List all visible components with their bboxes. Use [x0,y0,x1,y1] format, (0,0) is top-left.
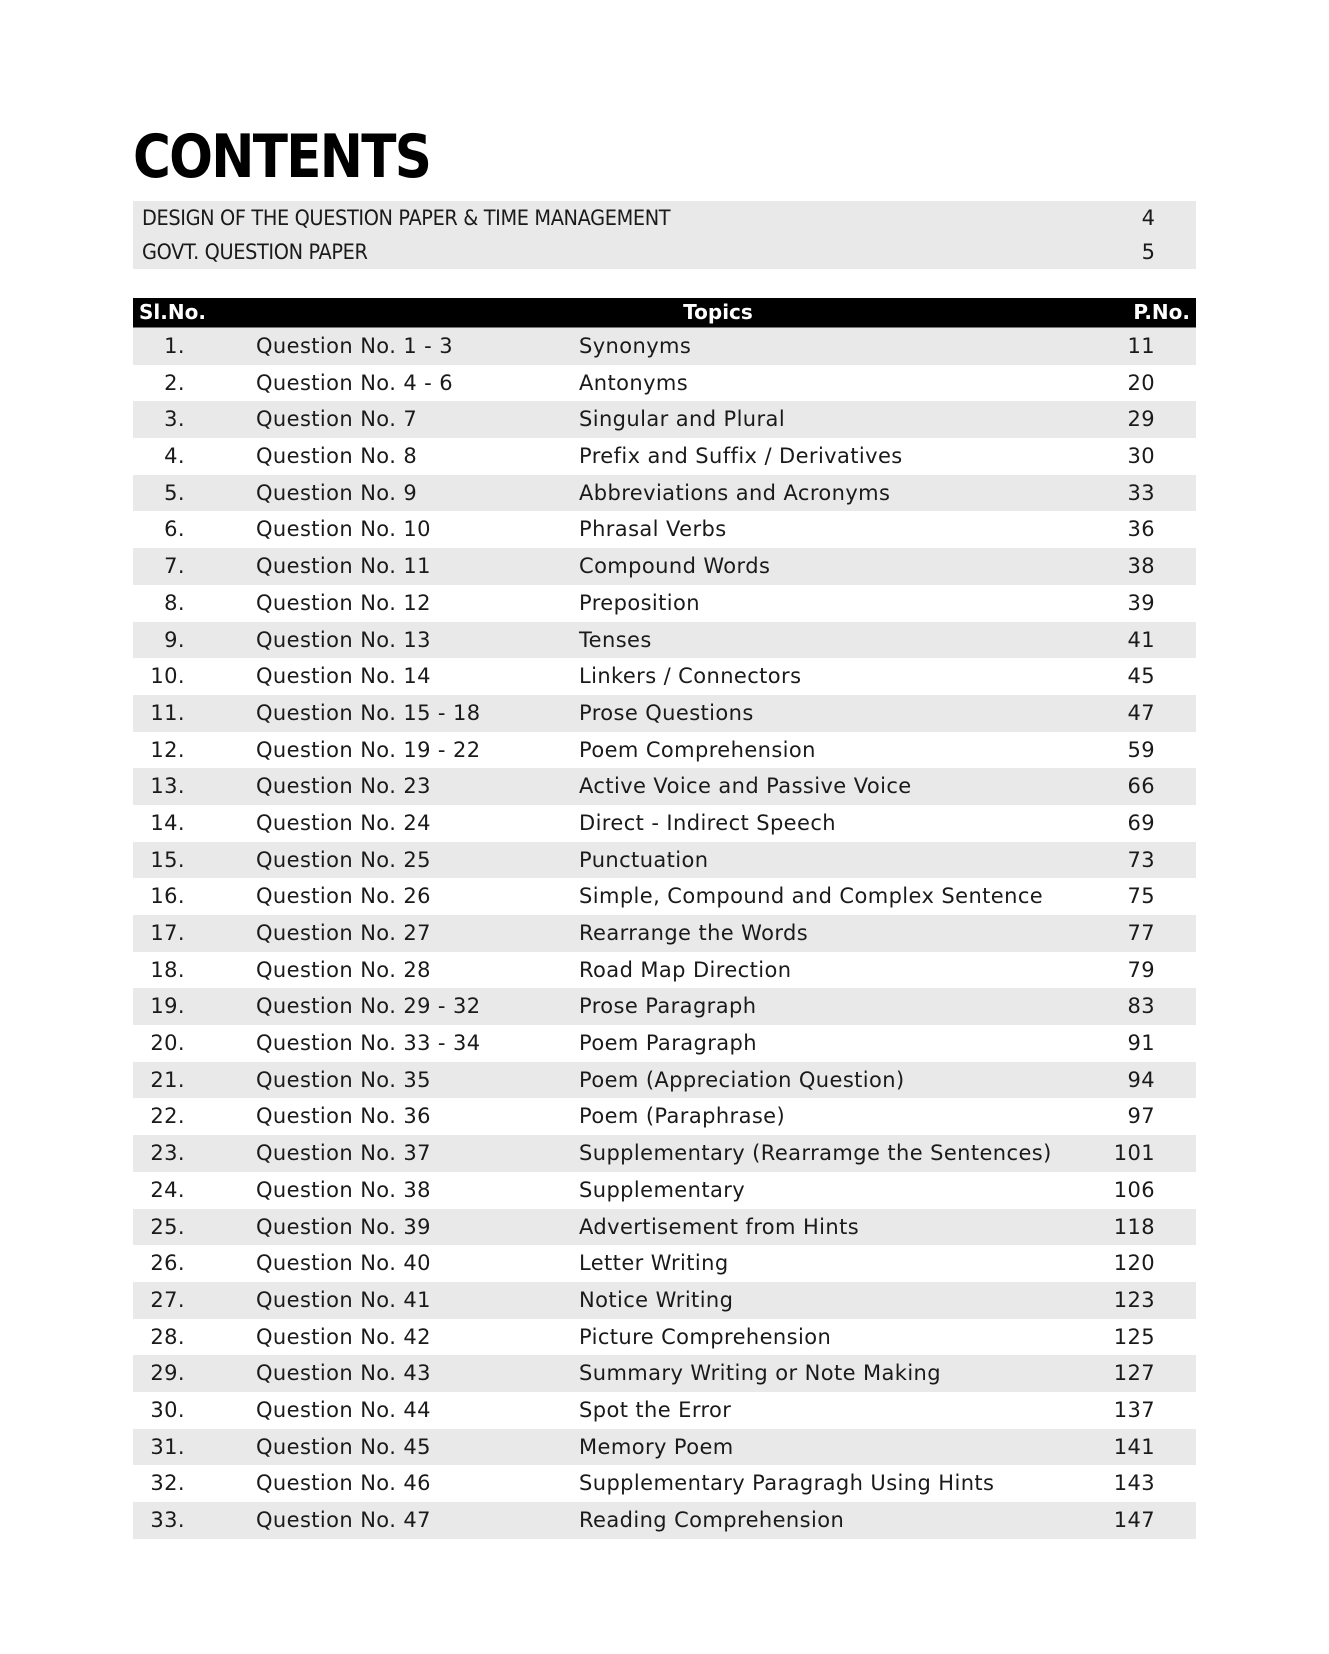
table-row[interactable] [133,1209,1196,1246]
sl-number: 33. [150,1508,185,1532]
sl-number: 12. [150,737,185,762]
table-row[interactable] [133,1098,1196,1135]
topic-title: Compound Words [579,554,771,579]
page-number: 141 [1113,1434,1155,1459]
topic-title: Supplementary (Rearramge the Sentences) [579,1141,1052,1166]
page-number: 77 [1127,921,1155,945]
table-row[interactable] [133,658,1196,695]
table-row[interactable] [133,548,1196,585]
intro-box [133,201,1196,269]
topic-title: Poem (Appreciation Question) [579,1067,905,1092]
topic-title: Reading Comprehension [579,1508,845,1532]
sl-number: 21. [150,1067,185,1092]
table-row[interactable] [133,695,1196,732]
question-range: Question No. 8 [256,444,418,469]
sl-number: 24. [150,1177,185,1202]
question-range: Question No. 38 [256,1177,431,1202]
page-number: 59 [1127,737,1155,762]
topic-title: Prose Questions [579,700,754,725]
topic-title: Memory Poem [579,1434,734,1459]
question-range: Question No. 36 [256,1104,431,1129]
intro-item-label: DESIGN OF THE QUESTION PAPER & TIME MANAGEMENT [142,206,671,230]
sl-number: 7. [164,554,185,579]
sl-number: 8. [164,590,185,615]
table-row[interactable] [133,988,1196,1025]
question-range: Question No. 4 - 6 [256,370,453,395]
topic-title: Supplementary [579,1177,746,1202]
question-range: Question No. 37 [256,1141,431,1166]
question-range: Question No. 45 [256,1434,431,1459]
topic-title: Poem Paragraph [579,1031,757,1056]
page-number: 123 [1113,1287,1155,1312]
page-number: 97 [1127,1104,1155,1129]
question-range: Question No. 44 [256,1397,431,1422]
topic-title: Linkers / Connectors [579,664,802,689]
topic-title: Poem (Paraphrase) [579,1104,786,1129]
intro-item[interactable] [133,235,1196,269]
header-topics: Topics [683,300,753,324]
question-range: Question No. 19 - 22 [256,737,481,762]
question-range: Question No. 42 [256,1324,431,1349]
sl-number: 10. [150,664,185,689]
topic-title: Preposition [579,590,700,615]
page-number: 147 [1113,1508,1155,1532]
sl-number: 28. [150,1324,185,1349]
topic-title: Notice Writing [579,1287,734,1312]
page-number: 91 [1127,1031,1155,1056]
question-range: Question No. 14 [256,664,431,689]
intro-item-page: 4 [1141,206,1155,230]
page-number: 101 [1113,1141,1155,1166]
topic-title: Antonyms [579,370,689,395]
topic-title: Spot the Error [579,1397,732,1422]
table-row[interactable] [133,1465,1196,1502]
sl-number: 29. [150,1361,185,1386]
topic-title: Prefix and Suffix / Derivatives [579,444,903,469]
page-number: 94 [1127,1067,1155,1092]
page-number: 79 [1127,957,1155,982]
sl-number: 13. [150,774,185,799]
question-range: Question No. 13 [256,627,431,652]
question-range: Question No. 1 - 3 [256,334,453,358]
topic-title: Road Map Direction [579,957,792,982]
sl-number: 22. [150,1104,185,1129]
sl-number: 2. [164,370,185,395]
question-range: Question No. 24 [256,810,431,835]
topic-title: Prose Paragraph [579,994,757,1019]
topic-title: Summary Writing or Note Making [579,1361,941,1386]
sl-number: 25. [150,1214,185,1239]
page-number: 47 [1127,700,1155,725]
question-range: Question No. 47 [256,1508,431,1532]
topic-title: Letter Writing [579,1251,729,1276]
page-number: 38 [1127,554,1155,579]
sl-number: 27. [150,1287,185,1312]
table-row[interactable] [133,1355,1196,1392]
sl-number: 5. [164,480,185,505]
intro-item-page: 5 [1141,240,1155,264]
sl-number: 17. [150,921,185,945]
sl-number: 3. [164,407,185,432]
table-row[interactable] [133,1319,1196,1356]
table-row[interactable] [133,805,1196,842]
page-number: 127 [1113,1361,1155,1386]
topic-title: Direct - Indirect Speech [579,810,836,835]
question-range: Question No. 35 [256,1067,431,1092]
sl-number: 23. [150,1141,185,1166]
page-number: 20 [1127,370,1155,395]
intro-item[interactable] [133,201,1196,235]
page-number: 125 [1113,1324,1155,1349]
topic-title: Punctuation [579,847,709,872]
header-page-no: P.No. [1133,300,1190,324]
question-range: Question No. 29 - 32 [256,994,481,1019]
question-range: Question No. 23 [256,774,431,799]
table-row[interactable] [133,915,1196,952]
table-row[interactable] [133,1245,1196,1282]
page-number: 11 [1127,334,1155,358]
page-number: 69 [1127,810,1155,835]
question-range: Question No. 9 [256,480,418,505]
question-range: Question No. 11 [256,554,431,579]
page-number: 83 [1127,994,1155,1019]
page-number: 120 [1113,1251,1155,1276]
sl-number: 32. [150,1471,185,1496]
sl-number: 6. [164,517,185,542]
question-range: Question No. 46 [256,1471,431,1496]
sl-number: 30. [150,1397,185,1422]
table-row[interactable] [133,401,1196,438]
table-row[interactable] [133,842,1196,879]
page-number: 73 [1127,847,1155,872]
page-number: 118 [1113,1214,1155,1239]
table-row[interactable] [133,1025,1196,1062]
contents-table [133,298,1196,1539]
table-row[interactable] [133,878,1196,915]
sl-number: 19. [150,994,185,1019]
question-range: Question No. 26 [256,884,431,909]
table-row[interactable] [133,1135,1196,1172]
question-range: Question No. 41 [256,1287,431,1312]
page-number: 137 [1113,1397,1155,1422]
question-range: Question No. 43 [256,1361,431,1386]
table-row[interactable] [133,328,1196,365]
topic-title: Active Voice and Passive Voice [579,774,912,799]
question-range: Question No. 12 [256,590,431,615]
page-title: CONTENTS [133,122,431,192]
table-body [133,328,1196,1539]
page-number: 75 [1127,884,1155,909]
sl-number: 18. [150,957,185,982]
topic-title: Tenses [579,627,652,652]
table-row[interactable] [133,622,1196,659]
table-row[interactable] [133,1392,1196,1429]
topic-title: Picture Comprehension [579,1324,832,1349]
sl-number: 16. [150,884,185,909]
page-number: 30 [1127,444,1155,469]
topic-title: Poem Comprehension [579,737,816,762]
table-row[interactable] [133,475,1196,512]
topic-title: Advertisement from Hints [579,1214,860,1239]
page-number: 41 [1127,627,1155,652]
table-row[interactable] [133,1282,1196,1319]
question-range: Question No. 27 [256,921,431,945]
topic-title: Supplementary Paragragh Using Hints [579,1471,995,1496]
topic-title: Rearrange the Words [579,921,809,945]
sl-number: 9. [164,627,185,652]
question-range: Question No. 33 - 34 [256,1031,481,1056]
table-row[interactable] [133,438,1196,475]
page-number: 106 [1113,1177,1155,1202]
table-row[interactable] [133,365,1196,402]
page-number: 39 [1127,590,1155,615]
table-row[interactable] [133,732,1196,769]
topic-title: Singular and Plural [579,407,786,432]
sl-number: 1. [164,334,185,358]
question-range: Question No. 10 [256,517,431,542]
sl-number: 31. [150,1434,185,1459]
table-row[interactable] [133,1062,1196,1099]
question-range: Question No. 39 [256,1214,431,1239]
topic-title: Phrasal Verbs [579,517,727,542]
topic-title: Simple, Compound and Complex Sentence [579,884,1044,909]
sl-number: 20. [150,1031,185,1056]
page-number: 45 [1127,664,1155,689]
table-row[interactable] [133,585,1196,622]
question-range: Question No. 40 [256,1251,431,1276]
sl-number: 14. [150,810,185,835]
question-range: Question No. 25 [256,847,431,872]
table-row[interactable] [133,511,1196,548]
page-number: 143 [1113,1471,1155,1496]
intro-item-label: GOVT. QUESTION PAPER [142,240,368,264]
table-header [133,298,1196,328]
table-row[interactable] [133,952,1196,989]
question-range: Question No. 15 - 18 [256,700,481,725]
header-sl-no: Sl.No. [139,300,206,324]
page-number: 36 [1127,517,1155,542]
sl-number: 26. [150,1251,185,1276]
sl-number: 11. [150,700,185,725]
page-number: 66 [1127,774,1155,799]
table-row[interactable] [133,1429,1196,1466]
topic-title: Synonyms [579,334,692,358]
question-range: Question No. 28 [256,957,431,982]
table-row[interactable] [133,1172,1196,1209]
question-range: Question No. 7 [256,407,418,432]
sl-number: 15. [150,847,185,872]
sl-number: 4. [164,444,185,469]
topic-title: Abbreviations and Acronyms [579,480,891,505]
table-row[interactable] [133,1502,1196,1539]
table-row[interactable] [133,768,1196,805]
page-number: 29 [1127,407,1155,432]
page-number: 33 [1127,480,1155,505]
